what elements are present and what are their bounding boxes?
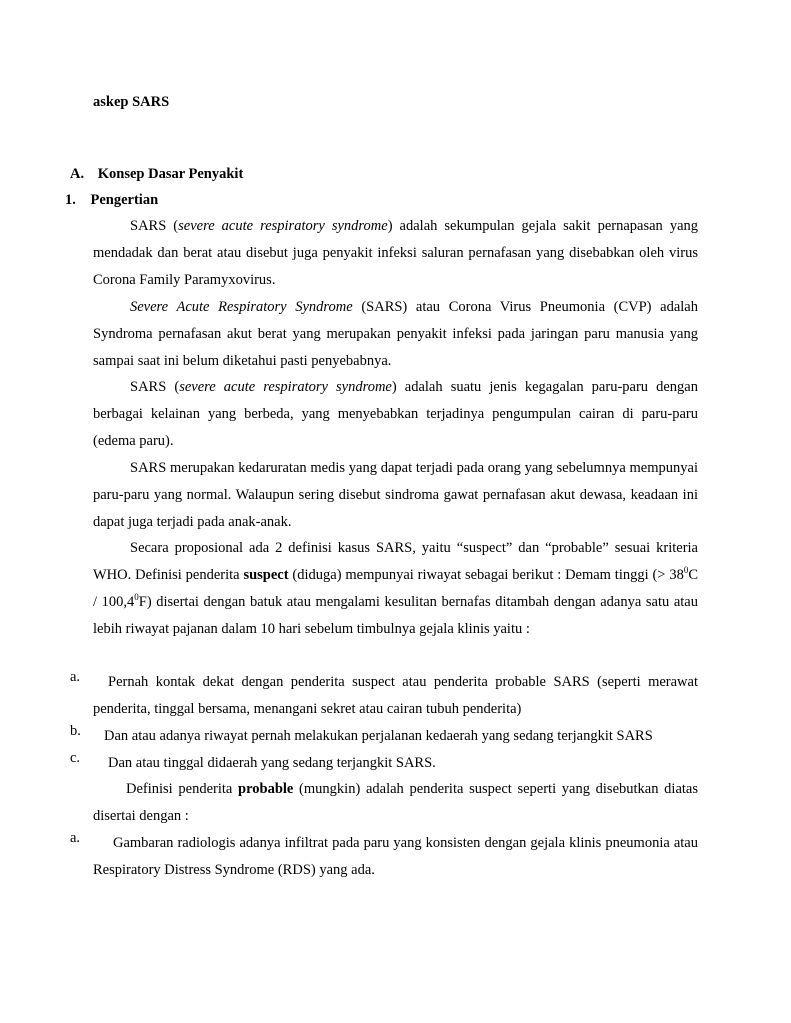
p5-part1: Secara proposional ada 2 definisi kasus SARS, yaitu “suspect” dan “probable” sesuai kriteria WHO. Definisi penderita <box>93 540 698 583</box>
p5-bold-suspect: suspect <box>243 567 289 583</box>
p3-rest: ) adalah suatu jenis kegagalan paru-paru dengan berbagai kelainan yang berbeda, yang menyebabkan terjadinya pengumpulan cairan di paru-paru (edema paru). <box>93 379 698 449</box>
paragraph-suspect-definition <box>93 535 698 643</box>
p1-lead: SARS ( <box>130 218 179 234</box>
section-1-title: Pengertian <box>90 192 159 208</box>
section-a-marker: A. <box>70 166 85 182</box>
list-item-text: Gambaran radiologis adanya infiltrat pada paru yang konsisten dengan gejala klinis pneumonia atau Respiratory Distress Syndrome (RDS) yang ada. <box>93 835 698 878</box>
paragraph-sars-definition-2 <box>93 294 698 375</box>
p1-rest: ) adalah sekumpulan gejala sakit pernapasan yang mendadak dan berat atau disebut juga penyakit infeksi saluran pernafasan yang disebabkan oleh virus Corona Family Paramyxovirus. <box>93 218 699 288</box>
p6-bold-probable: probable <box>238 781 294 797</box>
p1-italic: severe acute respiratory syndrome <box>178 218 388 234</box>
p5-sup1: 0 <box>683 565 689 576</box>
p5-part2: (diduga) mempunyai riwayat sebagai berikut : Demam tinggi (> 38 <box>288 567 684 583</box>
list-item-text: Dan atau tinggal didaerah yang sedang terjangkit SARS. <box>108 755 436 771</box>
p5-part3: C / 100,4 <box>93 567 698 610</box>
list-item-marker: c. <box>70 750 81 766</box>
section-a-title: Konsep Dasar Penyakit <box>97 166 244 182</box>
p3-italic: severe acute respiratory syndrome <box>179 379 392 395</box>
paragraph-probable-definition <box>93 776 698 830</box>
p5-sup2: 0 <box>134 592 139 603</box>
paragraph-sars-definition-1 <box>93 213 698 294</box>
list-item-text: Pernah kontak dekat dengan penderita suspect atau penderita probable SARS (seperti merawat penderita, tinggal bersama, menangani sekret atau cairan tubuh penderita) <box>93 674 698 717</box>
p6-part1: Definisi penderita <box>126 781 239 797</box>
section-1-marker: 1. <box>65 192 76 208</box>
p3-lead: SARS ( <box>130 379 180 395</box>
paragraph-sars-definition-3 <box>93 374 698 455</box>
section-1-heading <box>65 192 158 209</box>
paragraph-sars-emergency <box>93 455 698 536</box>
document-title: askep SARS <box>93 94 170 110</box>
p5-part4: F) disertai dengan batuk atau mengalami kesulitan bernafas ditambah dengan adanya satu atau lebih riwayat pajanan dalam 10 hari sebelum timbulnya gejala klinis yaitu : <box>93 594 698 637</box>
list-item-text: Dan atau adanya riwayat pernah melakukan perjalanan kedaerah yang sedang terjangkit SARS <box>104 728 653 744</box>
p2-rest: (SARS) atau Corona Virus Pneumonia (CVP) adalah Syndroma pernafasan akut berat yang merupakan penyakit infeksi pada jaringan paru manusia yang sampai saat ini belum diketahui pasti penyebabnya. <box>93 299 698 369</box>
section-a-heading <box>70 166 243 183</box>
p6-part2: (mungkin) adalah penderita suspect seperti yang disebutkan diatas disertai dengan : <box>93 781 698 824</box>
list-item-marker: a. <box>70 830 81 846</box>
p2-italic: Severe Acute Respiratory Syndrome <box>130 299 353 315</box>
list-item-marker: a. <box>70 669 81 685</box>
p4-text: SARS merupakan kedaruratan medis yang dapat terjadi pada orang yang sebelumnya mempunyai paru-paru yang normal. Walaupun sering disebut sindroma gawat pernafasan akut dewasa, keadaan ini dapat juga terjadi pada anak-anak. <box>93 460 698 530</box>
list-item-marker: b. <box>70 723 81 739</box>
